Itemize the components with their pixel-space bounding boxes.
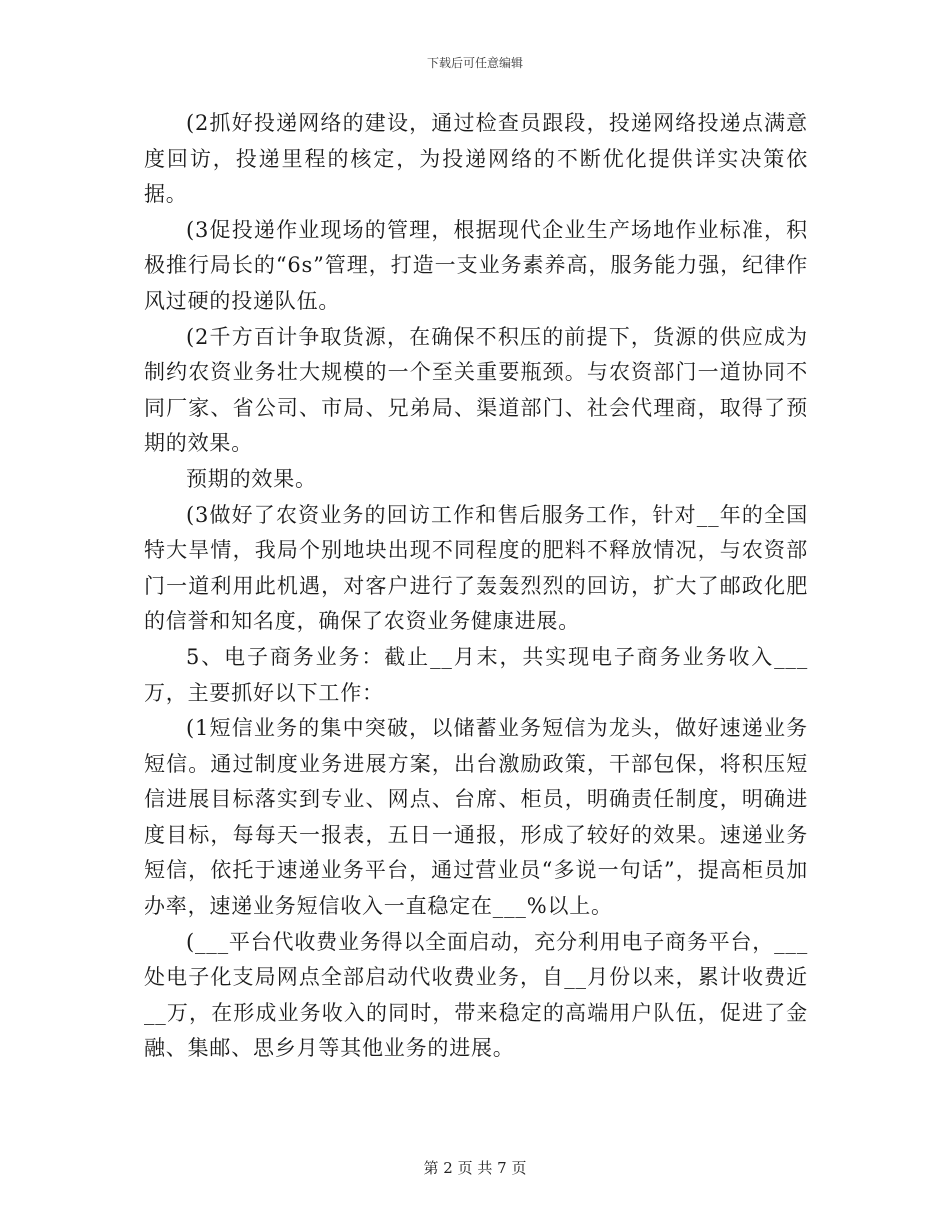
paragraph: (3做好了农资业务的回访工作和售后服务工作，针对__年的全国特大旱情，我局个别地块出现不同程度的肥料不释放情况，与农资部门一道利用此机遇，对客户进行了轰轰烈烈的回访，扩大了邮政化肥的信誉和知名度，确保了农资业务健康进展。	[144, 502, 808, 634]
paragraph: 5、电子商务业务：截止__月末，共实现电子商务业务收入___万，主要抓好以下工作：	[144, 644, 808, 705]
paragraph: (___平台代收费业务得以全面启动，充分利用电子商务平台，___处电子化支局网点全部启动代收费业务，自__月份以来，累计收费近__万，在形成业务收入的同时，带来稳定的高端用户队伍，促进了金融、集邮、思乡月等其他业务的进展。	[144, 929, 808, 1061]
paragraph: (2千方百计争取货源，在确保不积压的前提下，货源的供应成为制约农资业务壮大规模的一个至关重要瓶颈。与农资部门一道协同不同厂家、省公司、市局、兄弟局、渠道部门、社会代理商，取得了预期的效果。	[144, 324, 808, 456]
paragraph: (2抓好投递网络的建设，通过检查员跟段，投递网络投递点满意度回访，投递里程的核定，为投递网络的不断优化提供详实决策依据。	[144, 111, 808, 207]
paragraph: (3促投递作业现场的管理，根据现代企业生产场地作业标准，积极推行局长的“6s”管理，打造一支业务素养高，服务能力强，纪律作风过硬的投递队伍。	[144, 217, 808, 313]
page-header: 下载后可任意编辑	[426, 56, 523, 70]
page-number: 第 2 页 共 7 页	[423, 1159, 527, 1177]
paragraph: (1短信业务的集中突破，以储蓄业务短信为龙头，做好速递业务短信。通过制度业务进展方案，出台激励政策，干部包保，将积压短信进展目标落实到专业、网点、台席、柜员，明确责任制度，明确进度目标，每每天一报表，五日一通报，形成了较好的效果。速递业务短信，依托于速递业务平台，通过营业员“多说一句话”，提高柜员加办率，速递业务短信收入一直稳定在___%以上。	[144, 716, 808, 919]
paragraph: 预期的效果。	[186, 466, 317, 491]
document-body	[144, 106, 808, 1067]
